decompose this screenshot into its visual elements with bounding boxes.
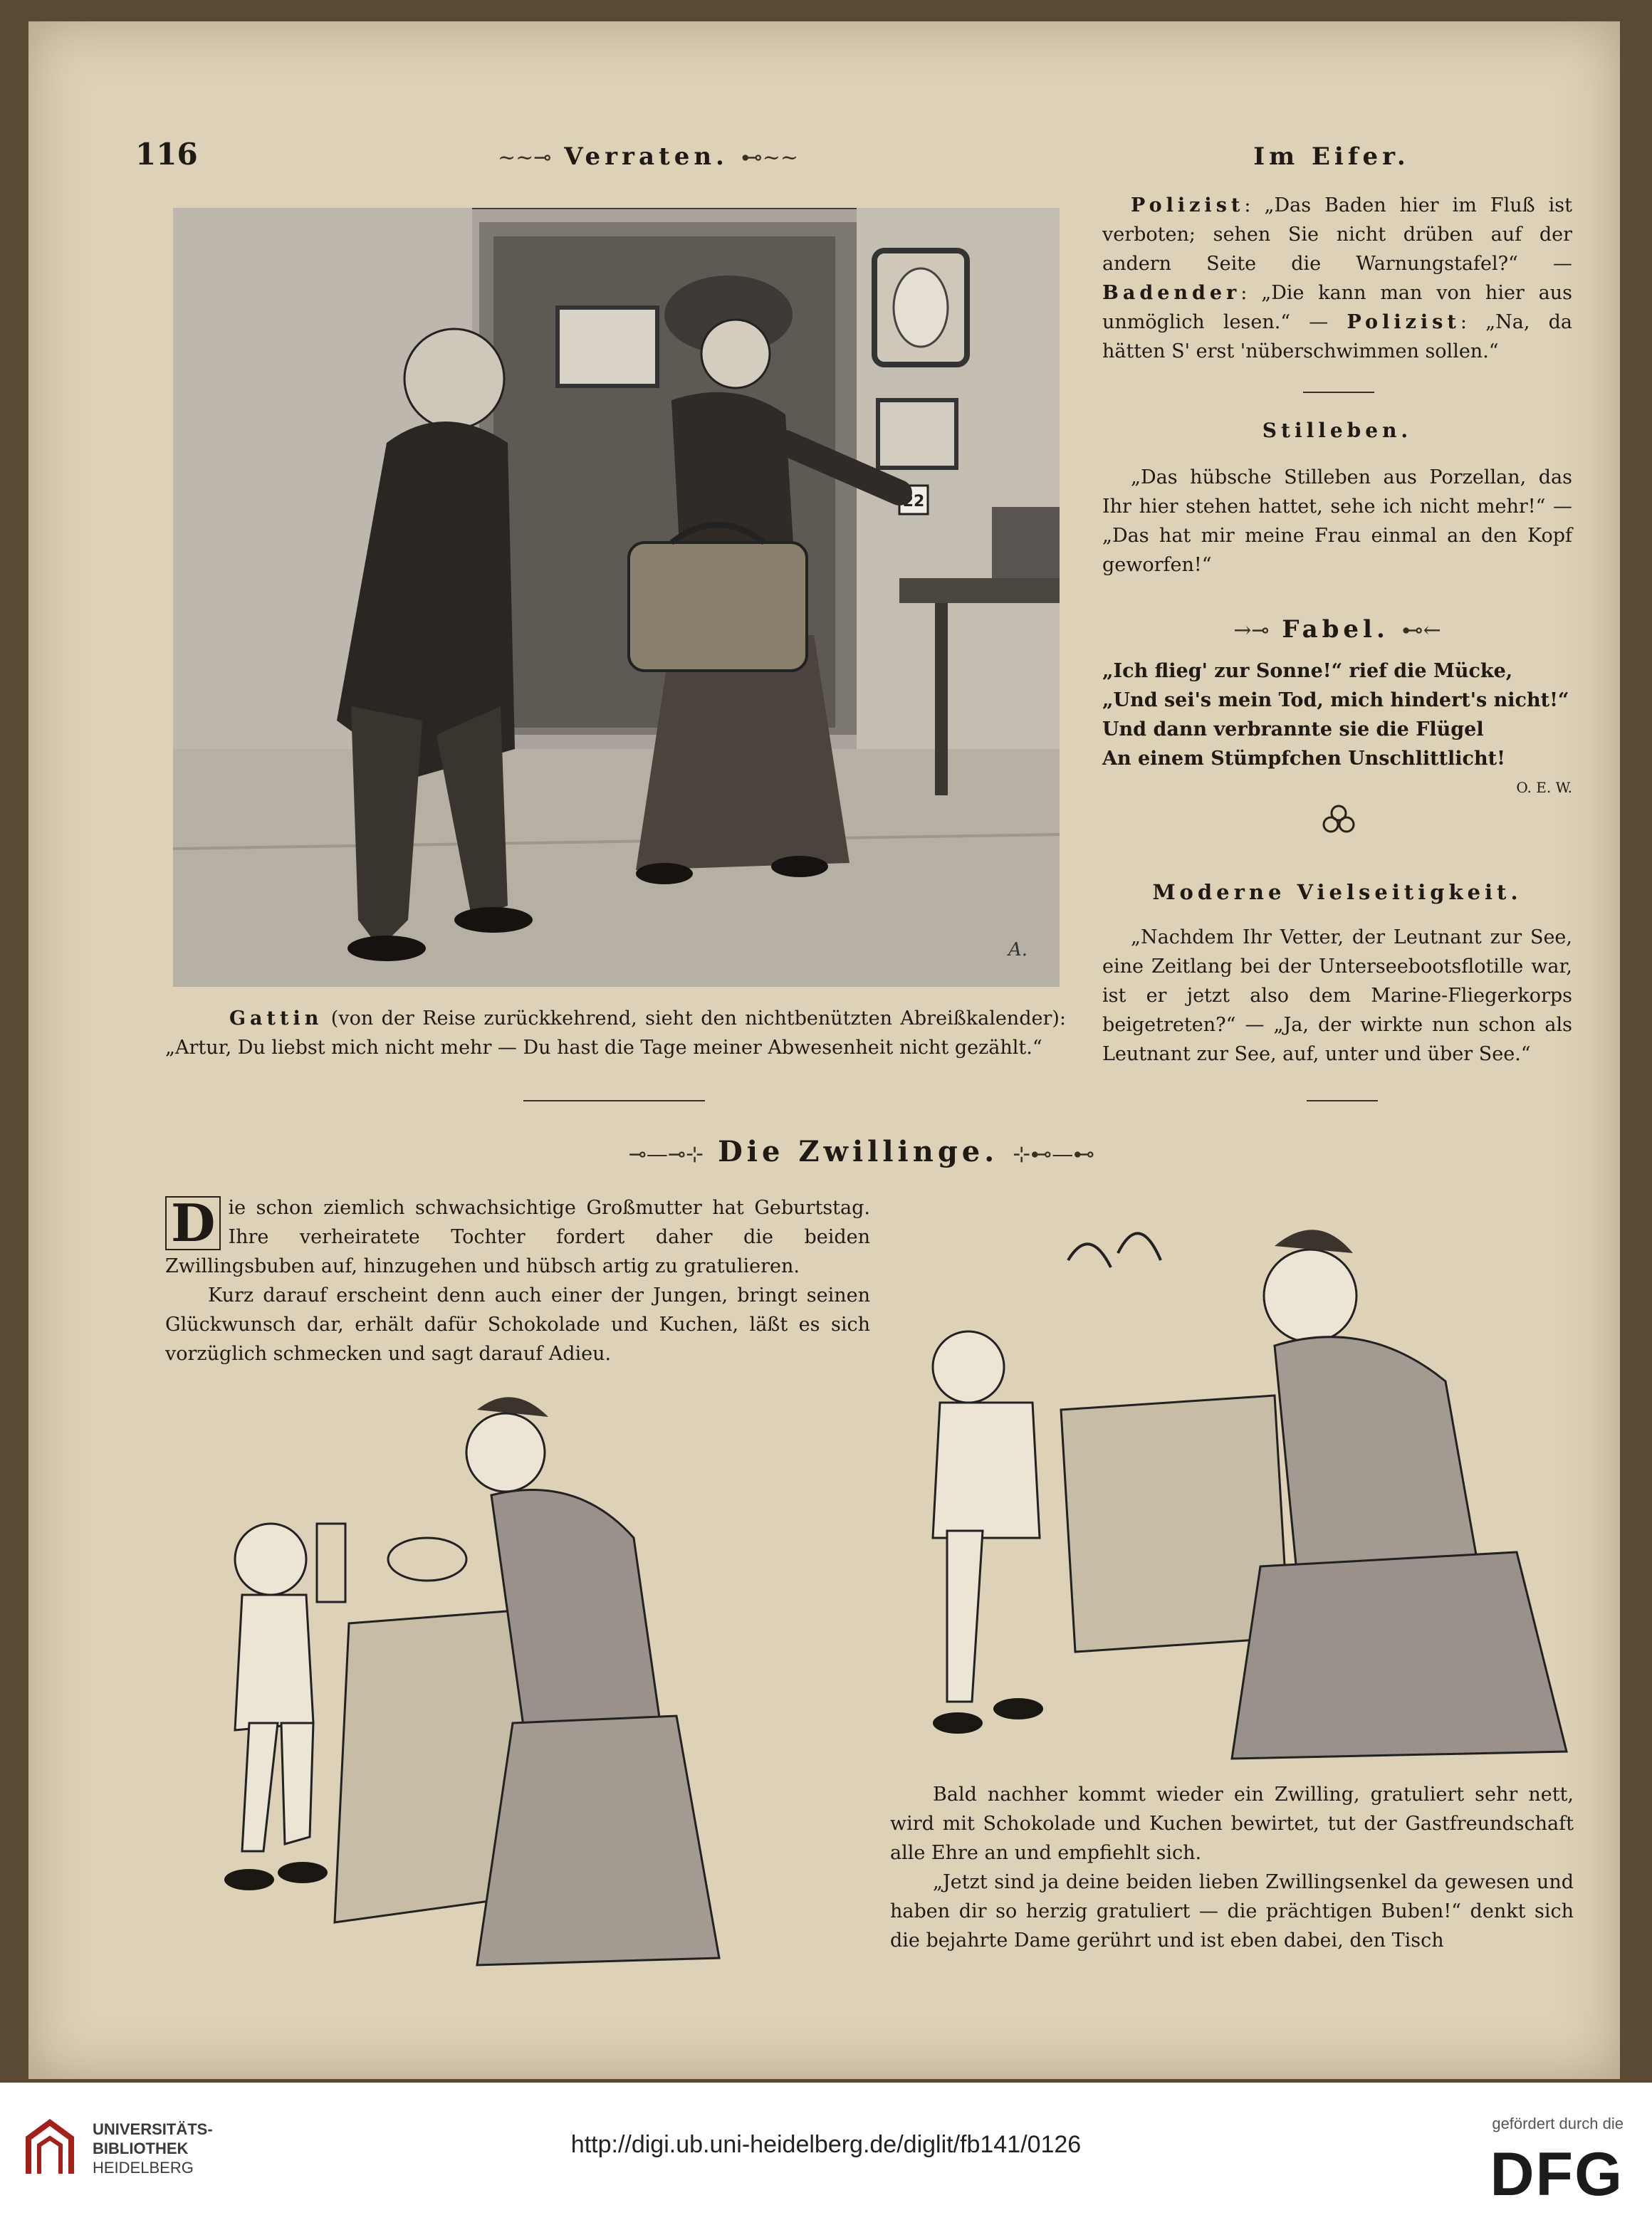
ornament-left-icon: ⊸—⊸⊹ — [628, 1142, 704, 1167]
boy-drinking-figure — [933, 1331, 1043, 1734]
travel-bag — [629, 543, 807, 671]
fabel-title: Fabel. — [1282, 615, 1389, 644]
verraten-illustration — [173, 208, 1060, 987]
zwillinge-intro — [165, 1193, 870, 1368]
poem-author: O. E. W. — [1516, 779, 1572, 796]
fabel-header — [1102, 615, 1572, 644]
zwillinge-title: Die Zwillinge. — [718, 1135, 999, 1168]
zwillinge-continuation — [890, 1780, 1574, 1955]
divider-rule — [1307, 1100, 1378, 1101]
speaker-badender: Badender — [1102, 282, 1241, 304]
stilleben-body: „Das hübsche Stilleben aus Porzellan, das Ihr hier stehen hattet, sehe ich nicht mehr!“ — „Das hat mir meine Frau einmal an den Kopf geworfen!“ — [1102, 466, 1572, 576]
dfg-logo: DFG — [1490, 2140, 1624, 2209]
boy-figure — [224, 1524, 328, 1890]
permalink-url[interactable]: http://digi.ub.uni-heidelberg.de/diglit/fb141/0126 — [570, 2131, 1082, 2158]
ornament-right-icon: ⊷~~ — [741, 145, 799, 170]
zwillinge-paragraph: ie schon ziemlich schwachsichtige Großmutter hat Geburtstag. Ihre verheiratete Tochter fordert daher die beiden Zwillingsbuben auf, hinzugehen und hübsch artig zu gratulieren. — [165, 1197, 870, 1277]
uni-line: UNIVERSITÄTS- — [93, 2120, 213, 2138]
poem-line: Und dann verbrannte sie die Flügel — [1102, 718, 1484, 740]
im-eifer-title: Im Eifer. — [1253, 142, 1410, 171]
caption-speaker: Gattin — [229, 1007, 323, 1030]
ornament-left-icon: ~~⊸ — [497, 145, 552, 170]
moderne-title: Moderne Vielseitigkeit. — [1152, 880, 1522, 904]
zwillinge-header — [541, 1135, 1182, 1168]
poem-line: „Ich flieg' zur Sonne!“ rief die Mücke, — [1102, 660, 1513, 682]
im-eifer-line: : „Die kann man von hier aus unmöglich lesen.“ — — [1102, 282, 1572, 333]
viewer-footer — [0, 2083, 1652, 2220]
moderne-body: „Nachdem Ihr Vetter, der Leutnant zur See, eine Zeitlang bei der Unterseebootsflotille war, ist er jetzt also dem Marine-Fliegerkorps beigetreten?“ — „Ja, der wirkte nun schon als Leutnant zur See, auf, unter und über See.“ — [1102, 926, 1572, 1065]
page-number: 116 — [135, 137, 198, 172]
zwillinge-cartoon-left — [206, 1381, 833, 1972]
divider-rule — [1303, 392, 1374, 393]
zwillinge-paragraph: Kurz darauf erscheint denn auch einer der Jungen, bringt seinen Glückwunsch dar, erhält dafür Schokolade und Kuchen, läßt es sich vorzüglich schmecken und sagt darauf Adieu. — [165, 1284, 870, 1365]
clover-ornament-icon — [1321, 803, 1356, 839]
im-eifer-line: : „Na, da hätten S' erst 'nüberschwimmen sollen.“ — [1102, 311, 1573, 362]
moderne-text — [1102, 923, 1572, 1069]
caption-text: (von der Reise zurückkehrend, sieht den nichtbenützten Abreißkalender): „Artur, Du liebst mich nicht mehr — Du hast die Tage meiner Abwesenheit nicht gezählt.“ — [165, 1007, 1066, 1059]
ornament-left-icon: →⊸ — [1233, 618, 1270, 643]
uni-line: BIBLIOTHEK — [93, 2140, 189, 2157]
divider-rule — [523, 1100, 705, 1101]
cake — [388, 1538, 466, 1581]
stilleben-title: Stilleben. — [1262, 419, 1413, 442]
im-eifer-text — [1102, 191, 1572, 366]
poem-line: An einem Stümpfchen Unschlittlicht! — [1102, 748, 1505, 770]
speaker-polizist: Polizist — [1131, 194, 1245, 216]
grandmother-serving-figure — [1232, 1230, 1567, 1759]
zwillinge-paragraph: Bald nachher kommt wieder ein Zwilling, gratuliert sehr nett, wird mit Schokolade und Kuchen bewirtet, tut der Gastfreundschaft alle Ehre an und empfiehlt sich. — [890, 1784, 1574, 1864]
small-framed-picture — [878, 400, 956, 468]
wall-picture — [558, 308, 657, 386]
verraten-header — [470, 142, 826, 171]
im-eifer-line: : „Das Baden hier im Fluß ist verboten; sehen Sie nicht drüben auf der andern Seite die Warnungstafel?“ — — [1102, 194, 1572, 275]
artist-signature: A. — [1008, 939, 1028, 960]
stilleben-text — [1102, 463, 1572, 580]
poem-line: „Und sei's mein Tod, mich hindert's nicht!“ — [1102, 689, 1569, 711]
zwillinge-paragraph: „Jetzt sind ja deine beiden lieben Zwillingsenkel da gewesen und haben dir so herzig gratuliert — die prächtigen Buben!“ denkt sich die bejahrte Dame gerührt und ist eben dabei, den Tisch — [890, 1871, 1574, 1952]
verraten-caption — [165, 1004, 1066, 1062]
speaker-polizist: Polizist — [1347, 311, 1460, 333]
funded-by-label: gefördert durch die — [1492, 2115, 1624, 2132]
fabel-poem — [1102, 656, 1572, 802]
zwillinge-cartoon-right — [904, 1196, 1574, 1766]
ornament-right-icon: ⊷← — [1401, 618, 1441, 643]
ornament-right-icon: ⊹⊷—⊷ — [1013, 1142, 1095, 1167]
drop-cap-initial: D — [165, 1196, 221, 1250]
calendar-number: 22 — [902, 493, 925, 511]
verraten-title: Verraten. — [564, 142, 728, 171]
uni-line: HEIDELBERG — [93, 2159, 194, 2177]
